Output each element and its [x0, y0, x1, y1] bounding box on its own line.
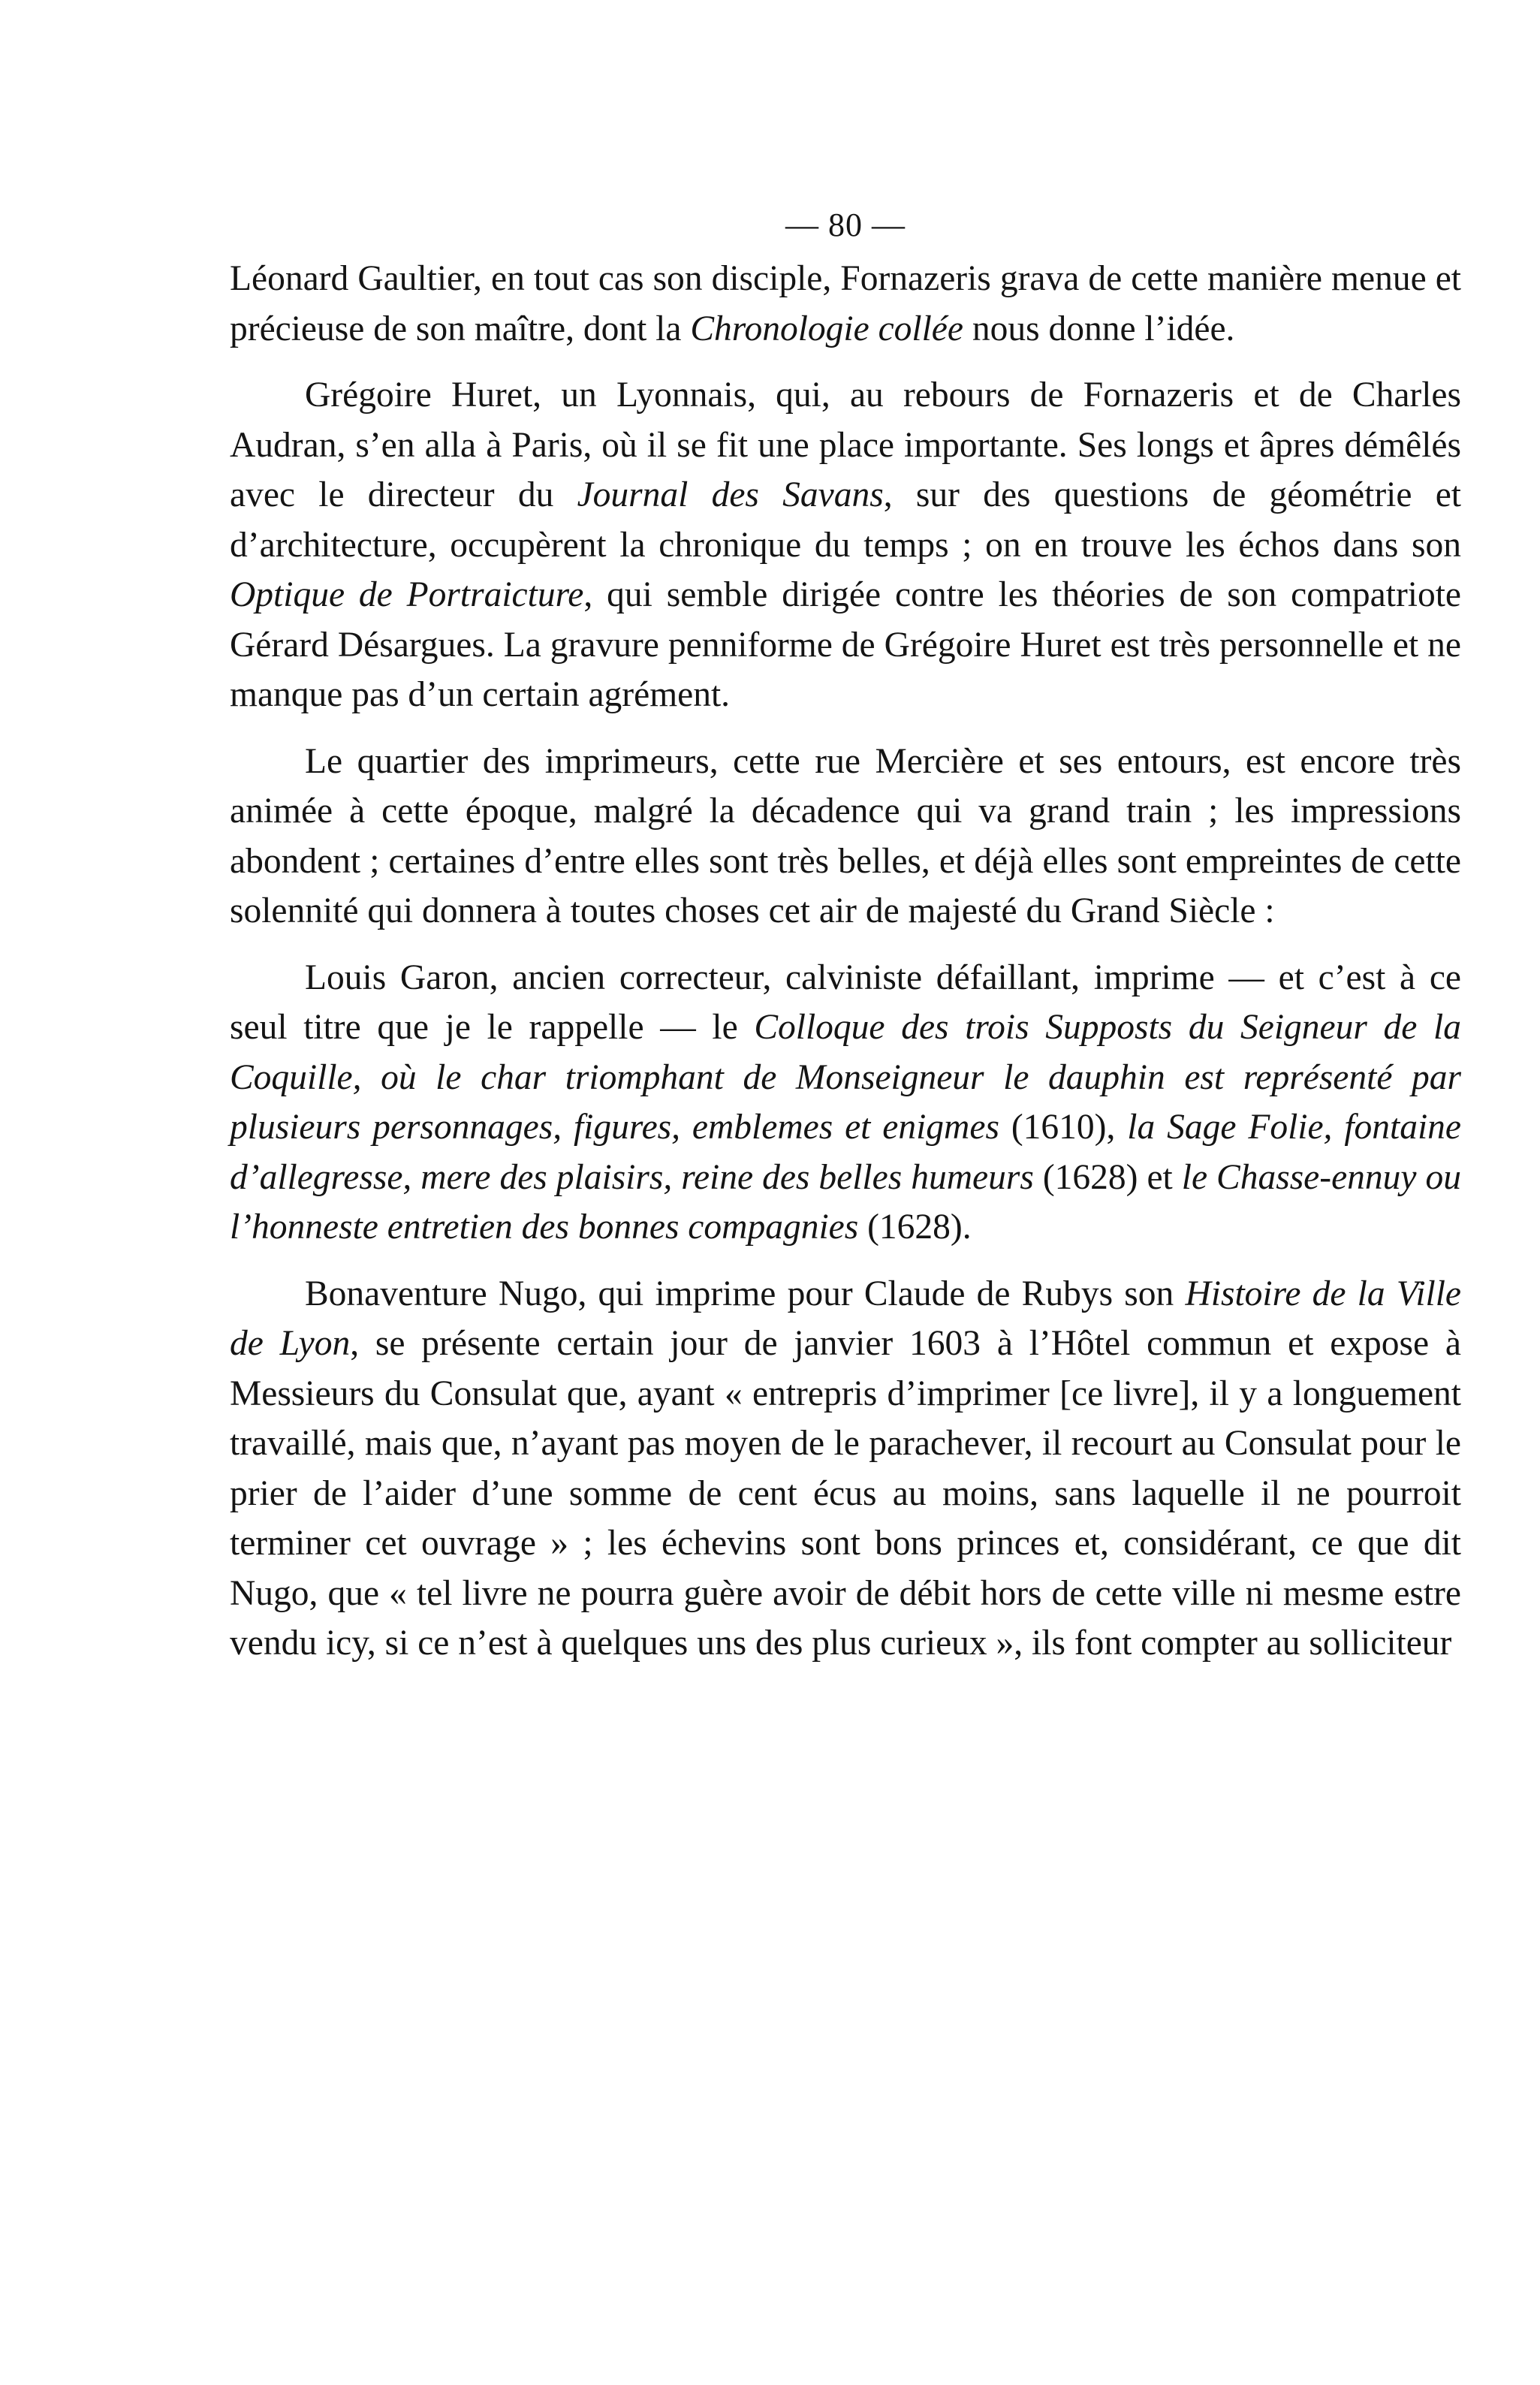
page-number: — 80 —: [785, 207, 906, 243]
text-run: Bonaventure Nugo, qui imprime pour Claude de Rubys son: [305, 1274, 1186, 1313]
paragraph-huret: [230, 370, 1461, 720]
paragraph-nugo: [230, 1269, 1461, 1669]
text-run: Louis Garon, ancien correcteur, calviniste défaillant, imprime — et c’est à ce seul titre que je le rappelle — le: [230, 957, 1461, 1047]
italic-title-histoire: Histoire de la Ville de Lyon: [230, 1274, 1461, 1363]
text-run: Grégoire Huret, un Lyonnais, qui, au rebours de Fornazeris et de Charles Audran, s’en alla à Paris, où il se fit une place importante. Ses longs et âpres démêlés avec le directeur du: [230, 375, 1461, 514]
text-run: , se présente certain jour de janvier 1603 à l’Hôtel commun et expose à Messieurs du Consulat que, ayant « entrepris d’imprimer [ce livre], il y a longuement travaillé, mais que, n’ayant pas moyen de le parachever, il recourt au Consulat pour le prier de l’aider d’une somme de cent écus au moins, sans laquelle il ne pourroit terminer cet ouvrage » ; les échevins sont bons princes et, considérant, ce que dit Nugo, que « tel livre ne pourra guère avoir de débit hors de cette ville ni mesme estre vendu icy, si ce n’est à quelques uns des plus curieux », ils font compter au solliciteur: [230, 1324, 1461, 1663]
text-run: (1628) et: [1033, 1157, 1182, 1197]
italic-title-chronologie: Chronologie collée: [690, 309, 963, 348]
text-run: (1610),: [999, 1108, 1128, 1147]
italic-title-chasse-ennuy: le Chasse-ennuy ou l’honneste entretien des bonnes compagnies: [230, 1157, 1462, 1247]
text-run: (1628).: [858, 1208, 972, 1247]
text-run: , sur des questions de géométrie et d’architecture, occupèrent la chronique du temps ; on en trouve les échos dans son: [230, 475, 1461, 565]
italic-title-colloque: Colloque des trois Supposts du Seigneur de la Coquille, où le char triomphant de Monseigneur le dauphin est représenté par plusieurs personnages, figures, emblemes et enigmes: [230, 1008, 1462, 1147]
italic-title-journal: Journal des Savans: [577, 475, 884, 514]
paragraph-quartier: [230, 737, 1461, 936]
italic-title-sage-folie: la Sage Folie, fontaine d’allegresse, mere des plaisirs, reine des belles humeurs: [230, 1108, 1462, 1197]
paragraph-garon: [230, 953, 1461, 1253]
text-run: nous donne l’idée.: [963, 309, 1235, 348]
book-page: [230, 203, 1461, 1669]
italic-title-optique: Optique de Portraicture: [230, 575, 584, 614]
text-run: Léonard Gaultier, en tout cas son disciple, Fornazeris grava de cette manière menue et précieuse de son maître, dont la: [230, 259, 1461, 348]
text-run: Le quartier des imprimeurs, cette rue Mercière et ses entours, est encore très animée à cette époque, malgré la décadence qui va grand train ; les impressions abondent ; certaines d’entre elles sont très belles, et déjà elles sont empreintes de cette solennité qui donnera à toutes choses cet air de majesté du Grand Siècle :: [230, 741, 1461, 930]
paragraph-gaultier: [230, 254, 1461, 354]
text-run: , qui semble dirigée contre les théories de son compatriote Gérard Désargues. La gravure penniforme de Grégoire Huret est très personnelle et ne manque pas d’un certain agrément.: [230, 575, 1461, 714]
